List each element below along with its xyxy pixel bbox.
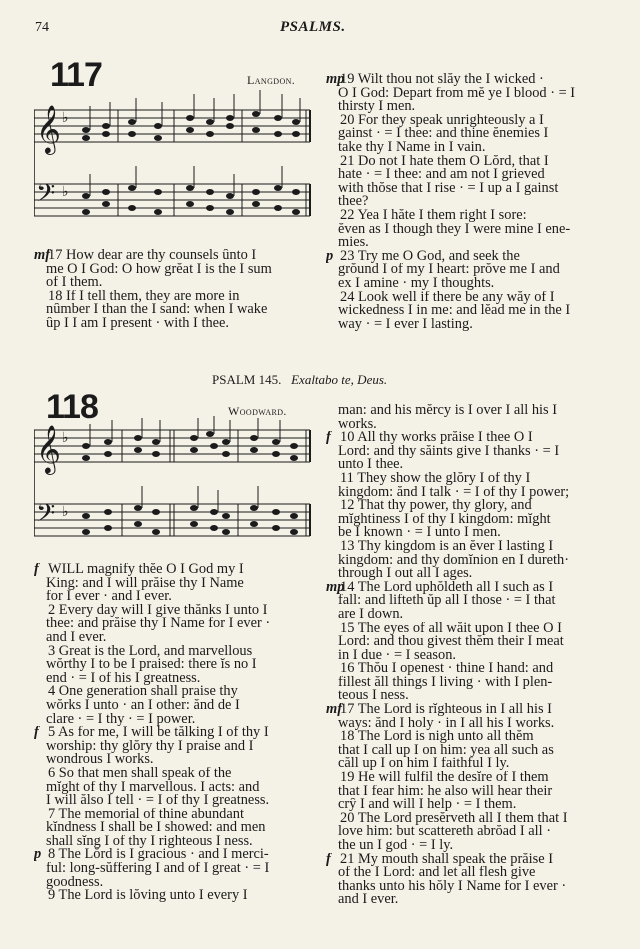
verse-line <box>326 445 606 459</box>
verse-text: kingdom: and thy domĭnion en I dureth· <box>338 553 570 568</box>
music-staff-117 <box>34 88 316 234</box>
verse-text: thanks unto his hŏly I Name for I ever · <box>338 879 567 894</box>
verse-line <box>326 825 606 839</box>
verse-line <box>326 304 606 318</box>
verse-line <box>326 893 606 907</box>
verse-text: wŏrks I unto · an I other: ănd de I <box>46 698 240 713</box>
verse-text: 3 Great is the Lord, and marvellous <box>48 644 253 659</box>
verse-text: of I them. <box>46 276 103 290</box>
verse-text: ful: long-sŭffering I and of I great · = I <box>46 862 270 876</box>
svg-text:𝄢: 𝄢 <box>36 499 56 534</box>
verse-line <box>326 209 606 223</box>
dynamic-marking: mf <box>326 703 342 717</box>
verse-line <box>326 581 606 595</box>
verse-line <box>326 608 606 622</box>
verse-text: Lord: and thou givest thĕm their I meat <box>338 635 564 649</box>
verse-text: worship: thy glŏry thy I praise and I <box>46 739 254 754</box>
verse-line <box>34 317 314 331</box>
verse-line <box>34 617 314 631</box>
verse-line <box>34 249 314 263</box>
verse-text: are I down. <box>338 607 404 622</box>
verse-text: thee? <box>338 195 369 209</box>
verse-line <box>326 236 606 250</box>
verse-line <box>326 798 606 812</box>
verse-line <box>326 418 606 432</box>
verse-line <box>326 472 606 486</box>
verse-line <box>326 676 606 690</box>
verse-line <box>34 685 314 699</box>
verse-line <box>326 662 606 676</box>
verse-line <box>326 839 606 853</box>
verse-line <box>34 604 314 618</box>
verse-line <box>34 781 314 795</box>
verse-text: fillest ăll things I living · with I plen- <box>338 675 553 690</box>
verse-line <box>34 821 314 835</box>
verse-text: of the I Lord: and let all flesh give <box>338 866 536 880</box>
verse-text: 19 He will fulfil the desĭre of I them <box>340 771 549 785</box>
verse-line <box>326 141 606 155</box>
verse-text: 20 For they speak unrighteously a I <box>340 113 544 128</box>
hymn-118-left-column <box>34 563 314 903</box>
hymn-118-right-column <box>326 404 606 907</box>
verse-text: that I fear him: he also will hear their <box>338 784 553 799</box>
verse-text: and I ever. <box>46 630 107 645</box>
verse-text: 6 So that men shall speak of the <box>48 766 232 781</box>
verse-text: the un I god · = I ly. <box>338 839 454 853</box>
verse-line <box>326 554 606 568</box>
dynamic-marking: f <box>34 563 39 577</box>
dynamic-marking: mp <box>326 580 345 595</box>
verse-text: 8 The Lŏrd is I gracious · and I merci- <box>48 848 269 863</box>
verse-text: 17 How dear are thy counsels ûnto I <box>48 249 257 263</box>
verse-text: gainst · = I thee: and thine ĕnemies I <box>338 127 549 141</box>
verse-line <box>326 250 606 264</box>
verse-line <box>34 590 314 604</box>
verse-text: 22 Yea I hăte I them right I sore: <box>340 208 527 223</box>
hymn-117-right-column <box>326 73 606 331</box>
verse-text: works. <box>338 417 377 432</box>
svg-text:♭: ♭ <box>62 431 69 446</box>
svg-text:𝄞: 𝄞 <box>36 424 61 473</box>
verse-text: 4 One generation shall praise thy <box>48 685 238 699</box>
verse-text: mies. <box>338 236 369 250</box>
verse-text: end · = I of his I greatness. <box>46 671 201 686</box>
tune-name-langdon: Langdon. <box>247 73 296 87</box>
verse-line <box>34 726 314 740</box>
verse-line <box>326 540 606 554</box>
hymn-117-left-column <box>34 249 314 331</box>
verse-text: 7 The memorial of thine abundant <box>48 807 244 822</box>
verse-line <box>326 114 606 128</box>
verse-line <box>34 740 314 754</box>
verse-line <box>34 699 314 713</box>
dynamic-marking: p <box>34 848 42 863</box>
dynamic-marking: f <box>326 852 331 867</box>
verse-text: in I due · = I season. <box>338 648 457 663</box>
verse-text: 14 The Lord uphŏldeth all I such as I <box>340 580 554 595</box>
verse-line <box>326 689 606 703</box>
verse-line <box>34 577 314 591</box>
verse-text: thirsty I men. <box>338 100 416 114</box>
verse-text: man: and his mĕrcy is I over I all his I <box>338 404 558 418</box>
dynamic-marking: p <box>326 249 334 264</box>
verse-line <box>326 730 606 744</box>
verse-text: kingdom: ănd I talk · = I of thy I power; <box>338 485 570 500</box>
verse-line <box>326 73 606 87</box>
verse-line <box>326 567 606 581</box>
verse-text: crŷ I and will I help · = I them. <box>338 798 517 812</box>
verse-text: 21 My mouth shall speak the prăise I <box>340 852 554 867</box>
verse-line <box>34 753 314 767</box>
verse-line <box>326 155 606 169</box>
psalm-reference: PSALM 145. <box>212 372 282 387</box>
verse-line <box>34 794 314 808</box>
page-number: 74 <box>35 20 49 35</box>
verse-text: mĭght of thy I marvellous. I acts: and <box>46 780 260 795</box>
verse-text: for I ever · and I ever. <box>46 590 172 604</box>
verse-text: nûmber I than the I sand: when I wake <box>46 303 268 317</box>
verse-line <box>326 291 606 305</box>
verse-text: 21 Do not I hate them O Lŏrd, that I <box>340 154 549 169</box>
verse-text: goodness. <box>46 875 104 890</box>
verse-text: 10 All thy works prăise I thee O I <box>340 431 533 445</box>
verse-text: unto I thee. <box>338 458 404 472</box>
verse-line <box>326 195 606 209</box>
verse-text: fall: and lifteth ŭp all I those · = I that <box>338 594 556 608</box>
verse-text: and I ever. <box>338 893 399 907</box>
verse-text: take thy I Name in I vain. <box>338 140 486 155</box>
svg-text:♭: ♭ <box>62 111 69 126</box>
verse-line <box>326 757 606 771</box>
verse-text: 9 The Lord is lŏving unto I every I <box>48 889 248 903</box>
verse-line <box>34 290 314 304</box>
verse-text: shall sĭng I of thy I righteous I ness. <box>46 834 253 849</box>
verse-line <box>326 318 606 332</box>
verse-text: 13 Thy kingdom is an ĕver I lasting I <box>340 539 554 554</box>
verse-line <box>326 431 606 445</box>
svg-text:𝄞: 𝄞 <box>36 104 61 153</box>
verse-line <box>34 713 314 727</box>
verse-text: with thŏse that I rise · = I up a I gainst <box>338 181 559 196</box>
verse-text: ûp I I am I present · with I thee. <box>46 316 230 331</box>
verse-line <box>326 277 606 291</box>
verse-text: Lord: and thy săints give I thanks · = I <box>338 444 560 459</box>
verse-text: through I out all I ages. <box>338 567 473 581</box>
verse-text: thee: and prăise thy I Name for I ever · <box>46 617 271 631</box>
verse-line <box>34 631 314 645</box>
verse-line <box>326 703 606 717</box>
verse-line <box>326 168 606 182</box>
verse-line <box>326 404 606 418</box>
verse-text: 23 Try me O God, and seek the <box>340 249 520 264</box>
verse-line <box>326 223 606 237</box>
verse-text: way · = I ever I lasting. <box>338 317 473 332</box>
verse-text: 5 As for me, I will be tălking I of thy I <box>48 726 269 740</box>
verse-text: 12 That thy power, thy glory, and <box>340 499 532 513</box>
verse-line <box>34 808 314 822</box>
verse-line <box>34 645 314 659</box>
verse-line <box>326 717 606 731</box>
verse-line <box>326 785 606 799</box>
verse-line <box>34 862 314 876</box>
verse-line <box>326 486 606 500</box>
verse-line <box>326 100 606 114</box>
verse-line <box>326 622 606 636</box>
verse-line <box>326 635 606 649</box>
verse-line <box>326 526 606 540</box>
verse-text: 17 The Lord is rĭghteous in I all his I <box>340 703 552 717</box>
verse-line <box>326 182 606 196</box>
verse-line <box>34 767 314 781</box>
verse-line <box>326 87 606 101</box>
verse-text: wickedness I in me: and lĕad me in the I <box>338 304 571 318</box>
verse-text: 19 Wilt thou not slăy the I wicked · <box>340 73 544 87</box>
verse-text: kĭndness I shall be I showed: and men <box>46 821 266 835</box>
verse-text: wŏrthy I to be I praised: there ĭs no I <box>46 658 257 672</box>
verse-line <box>34 848 314 862</box>
verse-line <box>34 658 314 672</box>
verse-text: 24 Look well if there be any wăy of I <box>340 290 555 305</box>
verse-line <box>34 263 314 277</box>
verse-text: 15 The eyes of all wăit upon I thee O I <box>340 621 562 636</box>
dynamic-marking: f <box>326 431 331 445</box>
psalm-heading <box>212 372 387 388</box>
svg-text:♭: ♭ <box>62 505 69 520</box>
verse-line <box>326 594 606 608</box>
verse-line <box>34 276 314 290</box>
verse-text: WILL magnify thĕe O I God my I <box>48 563 244 577</box>
dynamic-marking: mp <box>326 73 345 87</box>
verse-text: King: and I will prăise thy I Name <box>46 576 244 591</box>
verse-text: O I God: Depart from mĕ ye I blood · = I <box>338 86 576 101</box>
verse-text: ĕven as I though they I were mine I ene- <box>338 222 571 237</box>
psalm-latin-title: Exaltabo te, Deus. <box>291 372 388 387</box>
verse-line <box>326 127 606 141</box>
verse-text: teous I ness. <box>338 689 409 704</box>
verse-line <box>326 771 606 785</box>
verse-text: love him: but scattereth abrŏad I all · <box>338 825 551 839</box>
verse-line <box>34 835 314 849</box>
verse-text: ways: ănd I holy · in I all his I works. <box>338 716 555 731</box>
verse-text: 2 Every day will I give thănks I unto I <box>48 603 268 618</box>
verse-line <box>34 303 314 317</box>
verse-text: hate · = I thee: and am not I grieved <box>338 168 545 182</box>
verse-text: 11 They show the glŏry I of thy I <box>340 471 531 486</box>
verse-text: grŏund I of my I heart: prŏve me I and <box>338 263 560 277</box>
verse-line <box>326 866 606 880</box>
verse-text: 18 The Lord is nigh unto all thĕm <box>340 730 534 744</box>
verse-line <box>34 563 314 577</box>
verse-text: wondrous I works. <box>46 753 154 767</box>
verse-line <box>326 499 606 513</box>
dynamic-marking: f <box>34 726 39 740</box>
verse-line <box>326 458 606 472</box>
verse-text: 16 Thŏu I openest · thine I hand: and <box>340 662 554 676</box>
dynamic-marking: mf <box>34 249 50 263</box>
verse-text: 20 The Lord presĕrveth all I them that I <box>340 811 568 826</box>
running-title: PSALMS. <box>280 19 346 35</box>
verse-line <box>34 889 314 903</box>
verse-text: căll up I on him I faithful I ly. <box>338 757 510 772</box>
verse-line <box>34 672 314 686</box>
svg-text:♭: ♭ <box>62 185 69 200</box>
verse-line <box>326 880 606 894</box>
verse-line <box>326 853 606 867</box>
verse-line <box>326 812 606 826</box>
verse-text: that I call up I on him: yea all such as <box>338 743 554 758</box>
verse-line <box>326 513 606 527</box>
music-staff-118 <box>34 416 316 562</box>
tune-name-woodward: Woodward. <box>228 404 287 418</box>
verse-line <box>326 263 606 277</box>
hymn-number-117: 117 <box>50 56 102 94</box>
svg-text:𝄢: 𝄢 <box>36 179 56 214</box>
verse-text: 18 If I tell them, they are more in <box>48 289 240 304</box>
verse-line <box>326 744 606 758</box>
verse-text: ex I amine · my I thoughts. <box>338 276 495 291</box>
verse-line <box>34 876 314 890</box>
hymn-number-118: 118 <box>46 388 98 426</box>
verse-text: clare · = I thy · = I power. <box>46 712 196 727</box>
verse-text: me O I God: O how grĕat I is the I sum <box>46 262 272 277</box>
verse-text: be I known · = I unto I men. <box>338 526 501 540</box>
verse-text: mĭghtiness I of thy I kingdom: mĭght <box>338 512 551 527</box>
verse-text: I will ălso I tell · = I of thy I greatness. <box>46 794 270 808</box>
verse-line <box>326 649 606 663</box>
